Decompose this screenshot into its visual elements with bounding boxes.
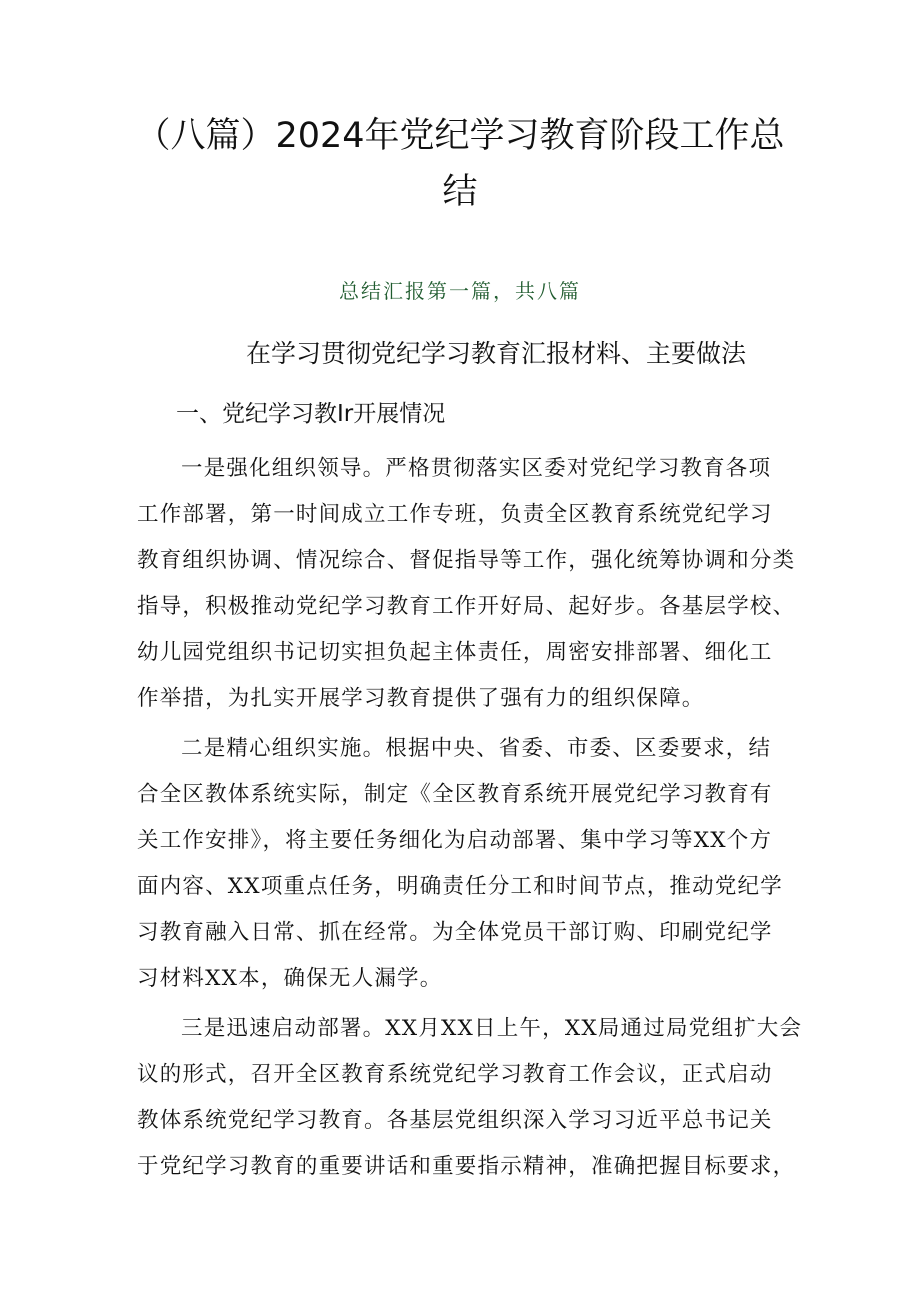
paragraph-1 bbox=[137, 446, 797, 722]
paragraph-line: 习教育融入日常、抓在经常。为全体党员干部订购、印刷党纪学 bbox=[137, 920, 773, 945]
paragraph-line: 工作部署，第一时间成立工作专班，负责全区教育系统党纪学习 bbox=[137, 502, 773, 527]
paragraph-line: 合全区教体系统实际，制定《全区教育系统开展党纪学习教育有 bbox=[137, 782, 773, 807]
paragraph-line: 议的形式，召开全区教育系统党纪学习教育工作会议，正式启动 bbox=[137, 1062, 773, 1087]
paragraph-line: 教育组织协调、情况综合、督促指导等工作，强化统筹协调和分类 bbox=[137, 548, 796, 573]
paragraph-line: 教体系统党纪学习教育。各基层党组织深入学习习近平总书记关 bbox=[137, 1108, 773, 1133]
document-subtitle: 总结汇报第一篇，共八篇 bbox=[339, 279, 581, 303]
section-heading-1: 一、党纪学习教Ir开展情况 bbox=[176, 401, 446, 427]
paragraph-line: 于党纪学习教育的重要讲话和重要指示精神，准确把握目标要求， bbox=[137, 1154, 796, 1179]
paragraph-line: 指导，积极推动党纪学习教育工作开好局、起好步。各基层学校、 bbox=[137, 594, 796, 619]
paragraph-line: 面内容、XX项重点任务，明确责任分工和时间节点，推动党纪学 bbox=[137, 874, 783, 899]
paragraph-line: 幼儿园党组织书记切实担负起主体责任，周密安排部署、细化工 bbox=[137, 640, 773, 665]
paragraph-line: 关工作安排》，将主要任务细化为启动部署、集中学习等XX个方 bbox=[137, 828, 773, 853]
paragraph-3 bbox=[137, 1006, 803, 1190]
paragraph-line: 习材料XX本，确保无人漏学。 bbox=[137, 966, 443, 991]
title-line-2: 结 bbox=[442, 172, 478, 212]
paragraph-line: 二是精心组织实施。根据中央、省委、市委、区委要求，结 bbox=[181, 736, 772, 761]
paragraph-line: 一是强化组织领导。严格贯彻落实区委对党纪学习教育各项 bbox=[181, 456, 772, 481]
paragraph-2 bbox=[137, 726, 797, 1002]
document-heading: 在学习贯彻党纪学习教育汇报材料、主要做法 bbox=[246, 339, 747, 368]
document-title bbox=[120, 108, 800, 220]
title-line-1: （八篇）2024年党纪学习教育阶段工作总 bbox=[135, 116, 785, 156]
paragraph-line: 三是迅速启动部署。XX月XX日上午，XX局通过局党组扩大会 bbox=[181, 1016, 803, 1041]
paragraph-line: 作举措，为扎实开展学习教育提供了强有力的组织保障。 bbox=[137, 686, 705, 711]
